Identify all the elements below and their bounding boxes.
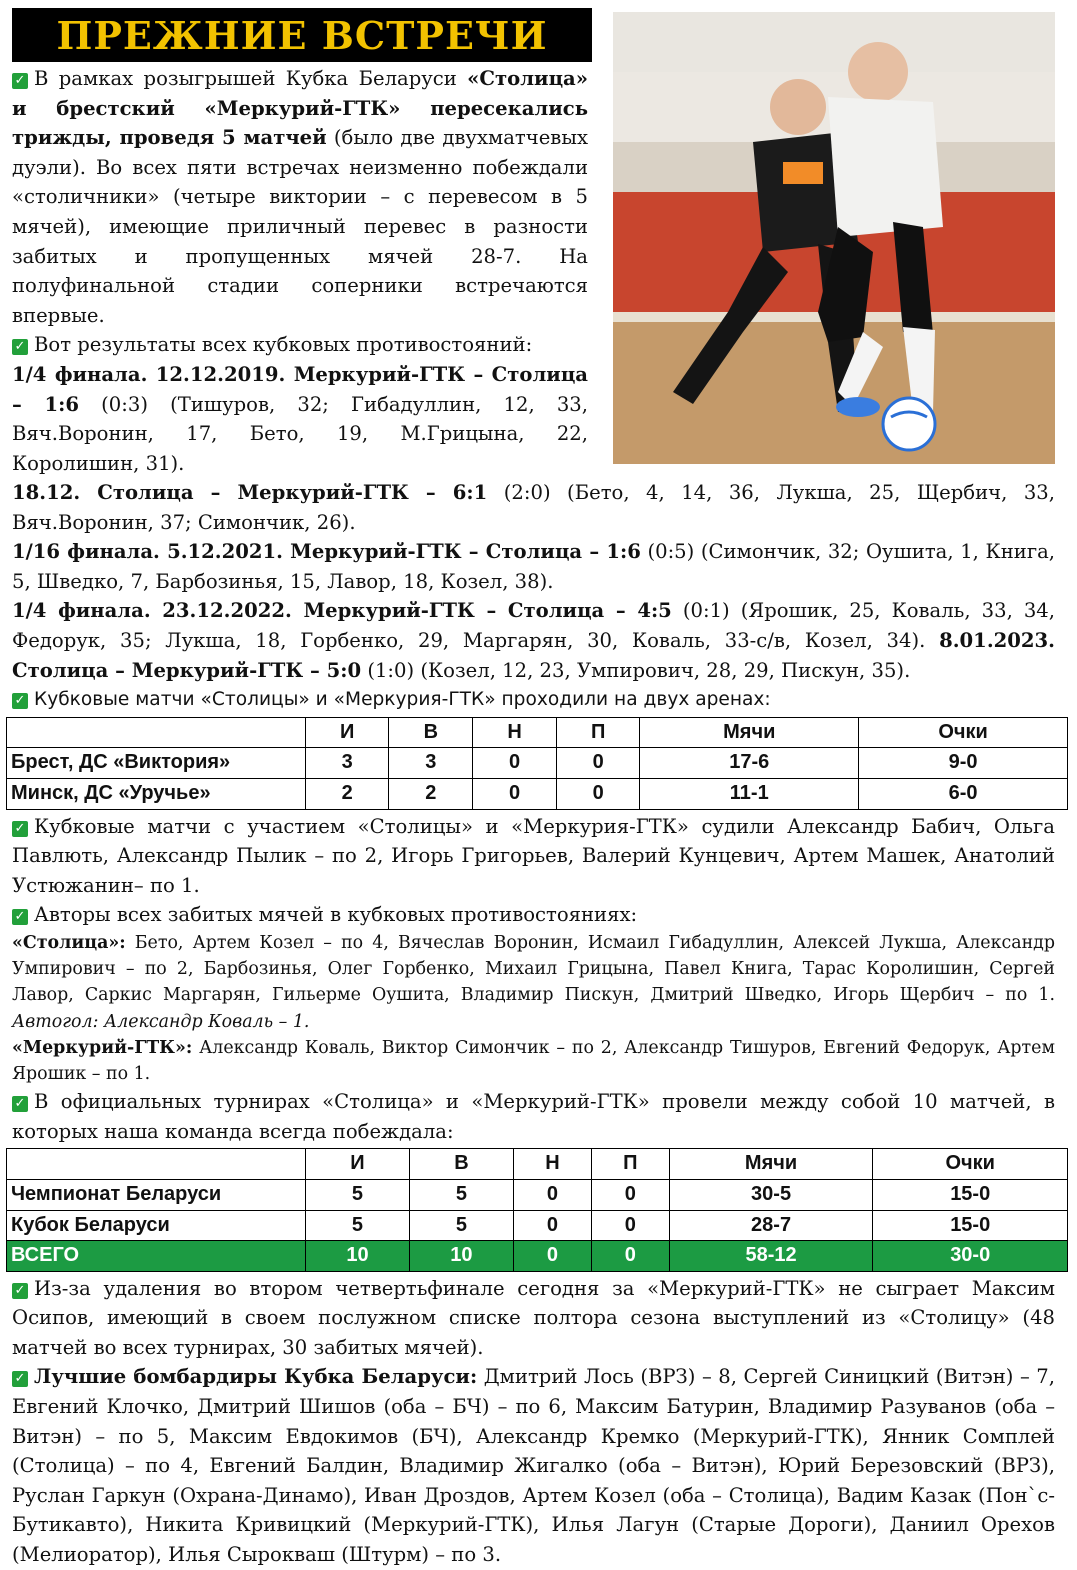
intro-paragraph-1: ✓ В рамках розыгрышей Кубка Беларуси «Столица» и брестский «Меркурий-ГТК» пересекались трижды, проведя 5 матчей (было две двухматчевых дуэли). Во всех пяти встречах неизменно побеждали «столичники» (четыре виктории – с перевесом в 5 мячей), имеющие приличный перевес в разности забитых и пропущенных мячей 28-7. На полуфинальной стадии соперники встречаются впервые.	[12, 67, 588, 327]
match-1-result: 1/4 финала. 12.12.2019. Меркурий-ГТК – Столица – 1:6 (0:3) (Тишуров, 32; Гибадуллин, 12, 33, Вяч.Воронин, 17, Бето, 19, М.Грицына, 22, Королишин, 31).	[12, 362, 588, 475]
merkuriy-scorers: «Меркурий-ГТК»: Александр Коваль, Виктор Симончик – по 2, Александр Тишуров, Евгений Федорук, Артем Ярошик – по 1.	[12, 1037, 1055, 1084]
table-header-row: И В Н П Мячи Очки	[7, 1149, 1068, 1180]
table-row: Чемпионат Беларуси 5 5 0 0 30-5 15-0	[7, 1179, 1068, 1210]
match-4-5-result: 1/4 финала. 23.12.2022. Меркурий-ГТК – Столица – 4:5 (0:1) (Ярошик, 25, Коваль, 33, 34, Федорук, 35; Лукша, 18, Горбенко, 29, Маргарян, 30, Коваль, 33-с/в, Козел, 34). 8.01.2023. Столица – Меркурий-ГТК – 5:0 (1:0) (Козел, 12, 23, Умпирович, 28, 29, Пискун, 35).	[12, 599, 1056, 682]
checkmark-icon: ✓	[12, 693, 28, 709]
main-text-block	[12, 478, 1055, 1570]
checkmark-icon: ✓	[12, 1371, 28, 1387]
checkmark-icon: ✓	[12, 821, 28, 837]
section-title: ПРЕЖНИЕ ВСТРЕЧИ	[56, 12, 548, 58]
section-title-bar	[12, 8, 592, 62]
futsal-players-photo	[613, 12, 1055, 464]
table-header-row: И В Н П Мячи Очки	[7, 717, 1068, 748]
table-row: Кубок Беларуси 5 5 0 0 28-7 15-0	[7, 1210, 1068, 1241]
table-total-row: ВСЕГО 10 10 0 0 58-12 30-0	[7, 1241, 1068, 1272]
arenas-intro: ✓ Кубковые матчи «Столицы» и «Меркурия-ГТК» проходили на двух аренах:	[12, 685, 1055, 715]
checkmark-icon: ✓	[12, 1283, 28, 1299]
table-row: Минск, ДС «Уручье» 2 2 0 0 11-1 6-0	[7, 778, 1068, 809]
official-intro: ✓ В официальных турнирах «Столица» и «Меркурий-ГТК» провели между собой 10 матчей, в которых наша команда всегда побеждала:	[12, 1090, 1055, 1143]
intro-paragraph-2: ✓ Вот результаты всех кубковых противостояний:	[12, 330, 588, 360]
osipov-paragraph: ✓ Из-за удаления во втором четвертьфинале сегодня за «Меркурий-ГТК» не сыграет Максим Осипов, имеющий в своем послужном списке полтора сезона выступлений из «Столицу» (48 матчей во всех турнирах, 30 забитых мячей).	[12, 1276, 1055, 1359]
checkmark-icon: ✓	[12, 339, 28, 355]
scorers-intro: ✓ Авторы всех забитых мячей в кубковых противостояниях:	[12, 900, 1055, 930]
checkmark-icon: ✓	[12, 909, 28, 925]
match-photo	[613, 12, 1055, 464]
best-scorers-paragraph: ✓ Лучшие бомбардиры Кубка Беларуси: Дмитрий Лось (ВРЗ) – 8, Сергей Синицкий (Витэн) – 7, Евгений Клочко, Дмитрий Шишов (оба – БЧ) – по 6, Максим Батурин, Владимир Разуванов (оба – Витэн) – по 5, Максим Евдокимов (БЧ), Александр Кремко (Меркурий-ГТК), Янник Сомплей (Столица) – по 4, Евгений Балдин, Владимир Жигалко (оба – Витэн), Юрий Березовский (ВРЗ), Руслан Гаркун (Охрана-Динамо), Иван Дроздов, Артем Козел (оба – Столица), Вадим Казак (Пон`с-Бутикавто), Никита Кривицкий (Меркурий-ГТК), Илья Лагун (Старые Дороги), Даниил Орехов (Мелиоратор), Илья Сырокваш (Штурм) – по 3.	[12, 1365, 1056, 1567]
official-table	[6, 1148, 1068, 1271]
checkmark-icon: ✓	[12, 1096, 28, 1112]
arenas-table	[6, 717, 1068, 810]
match-3-result: 1/16 финала. 5.12.2021. Меркурий-ГТК – Столица – 1:6 (0:5) (Симончик, 32; Оушита, 1, Книга, 5, Шведко, 7, Барбозинья, 15, Лавор, 18, Козел, 38).	[12, 540, 1055, 593]
referees-paragraph: ✓ Кубковые матчи с участием «Столицы» и «Меркурия-ГТК» судили Александр Бабич, Ольга Павлють, Александр Пылик – по 2, Игорь Григорьев, Валерий Кунцевич, Артем Машек, Анатолий Устюжанин– по 1.	[12, 814, 1055, 897]
stolica-scorers: «Столица»: Бето, Артем Козел – по 4, Вячеслав Воронин, Исмаил Гибадуллин, Алексей Лукша, Александр Умпирович – по 2, Барбозинья, Олег Горбенко, Михаил Грицына, Павел Книга, Тарас Королишин, Сергей Лавор, Саркис Маргарян, Гильерме Оушита, Владимир Пискун, Дмитрий Шведко, Игорь Щербич – по 1. Автогол: Александр Коваль – 1.	[12, 932, 1055, 1032]
table-row: Брест, ДС «Виктория» 3 3 0 0 17-6 9-0	[7, 748, 1068, 779]
match-2-result: 18.12. Столица – Меркурий-ГТК – 6:1 (2:0) (Бето, 4, 14, 36, Лукша, 25, Щербич, 33, Вяч.Воронин, 37; Симончик, 26).	[12, 481, 1055, 534]
checkmark-icon: ✓	[12, 73, 28, 89]
intro-text-block	[12, 64, 588, 478]
